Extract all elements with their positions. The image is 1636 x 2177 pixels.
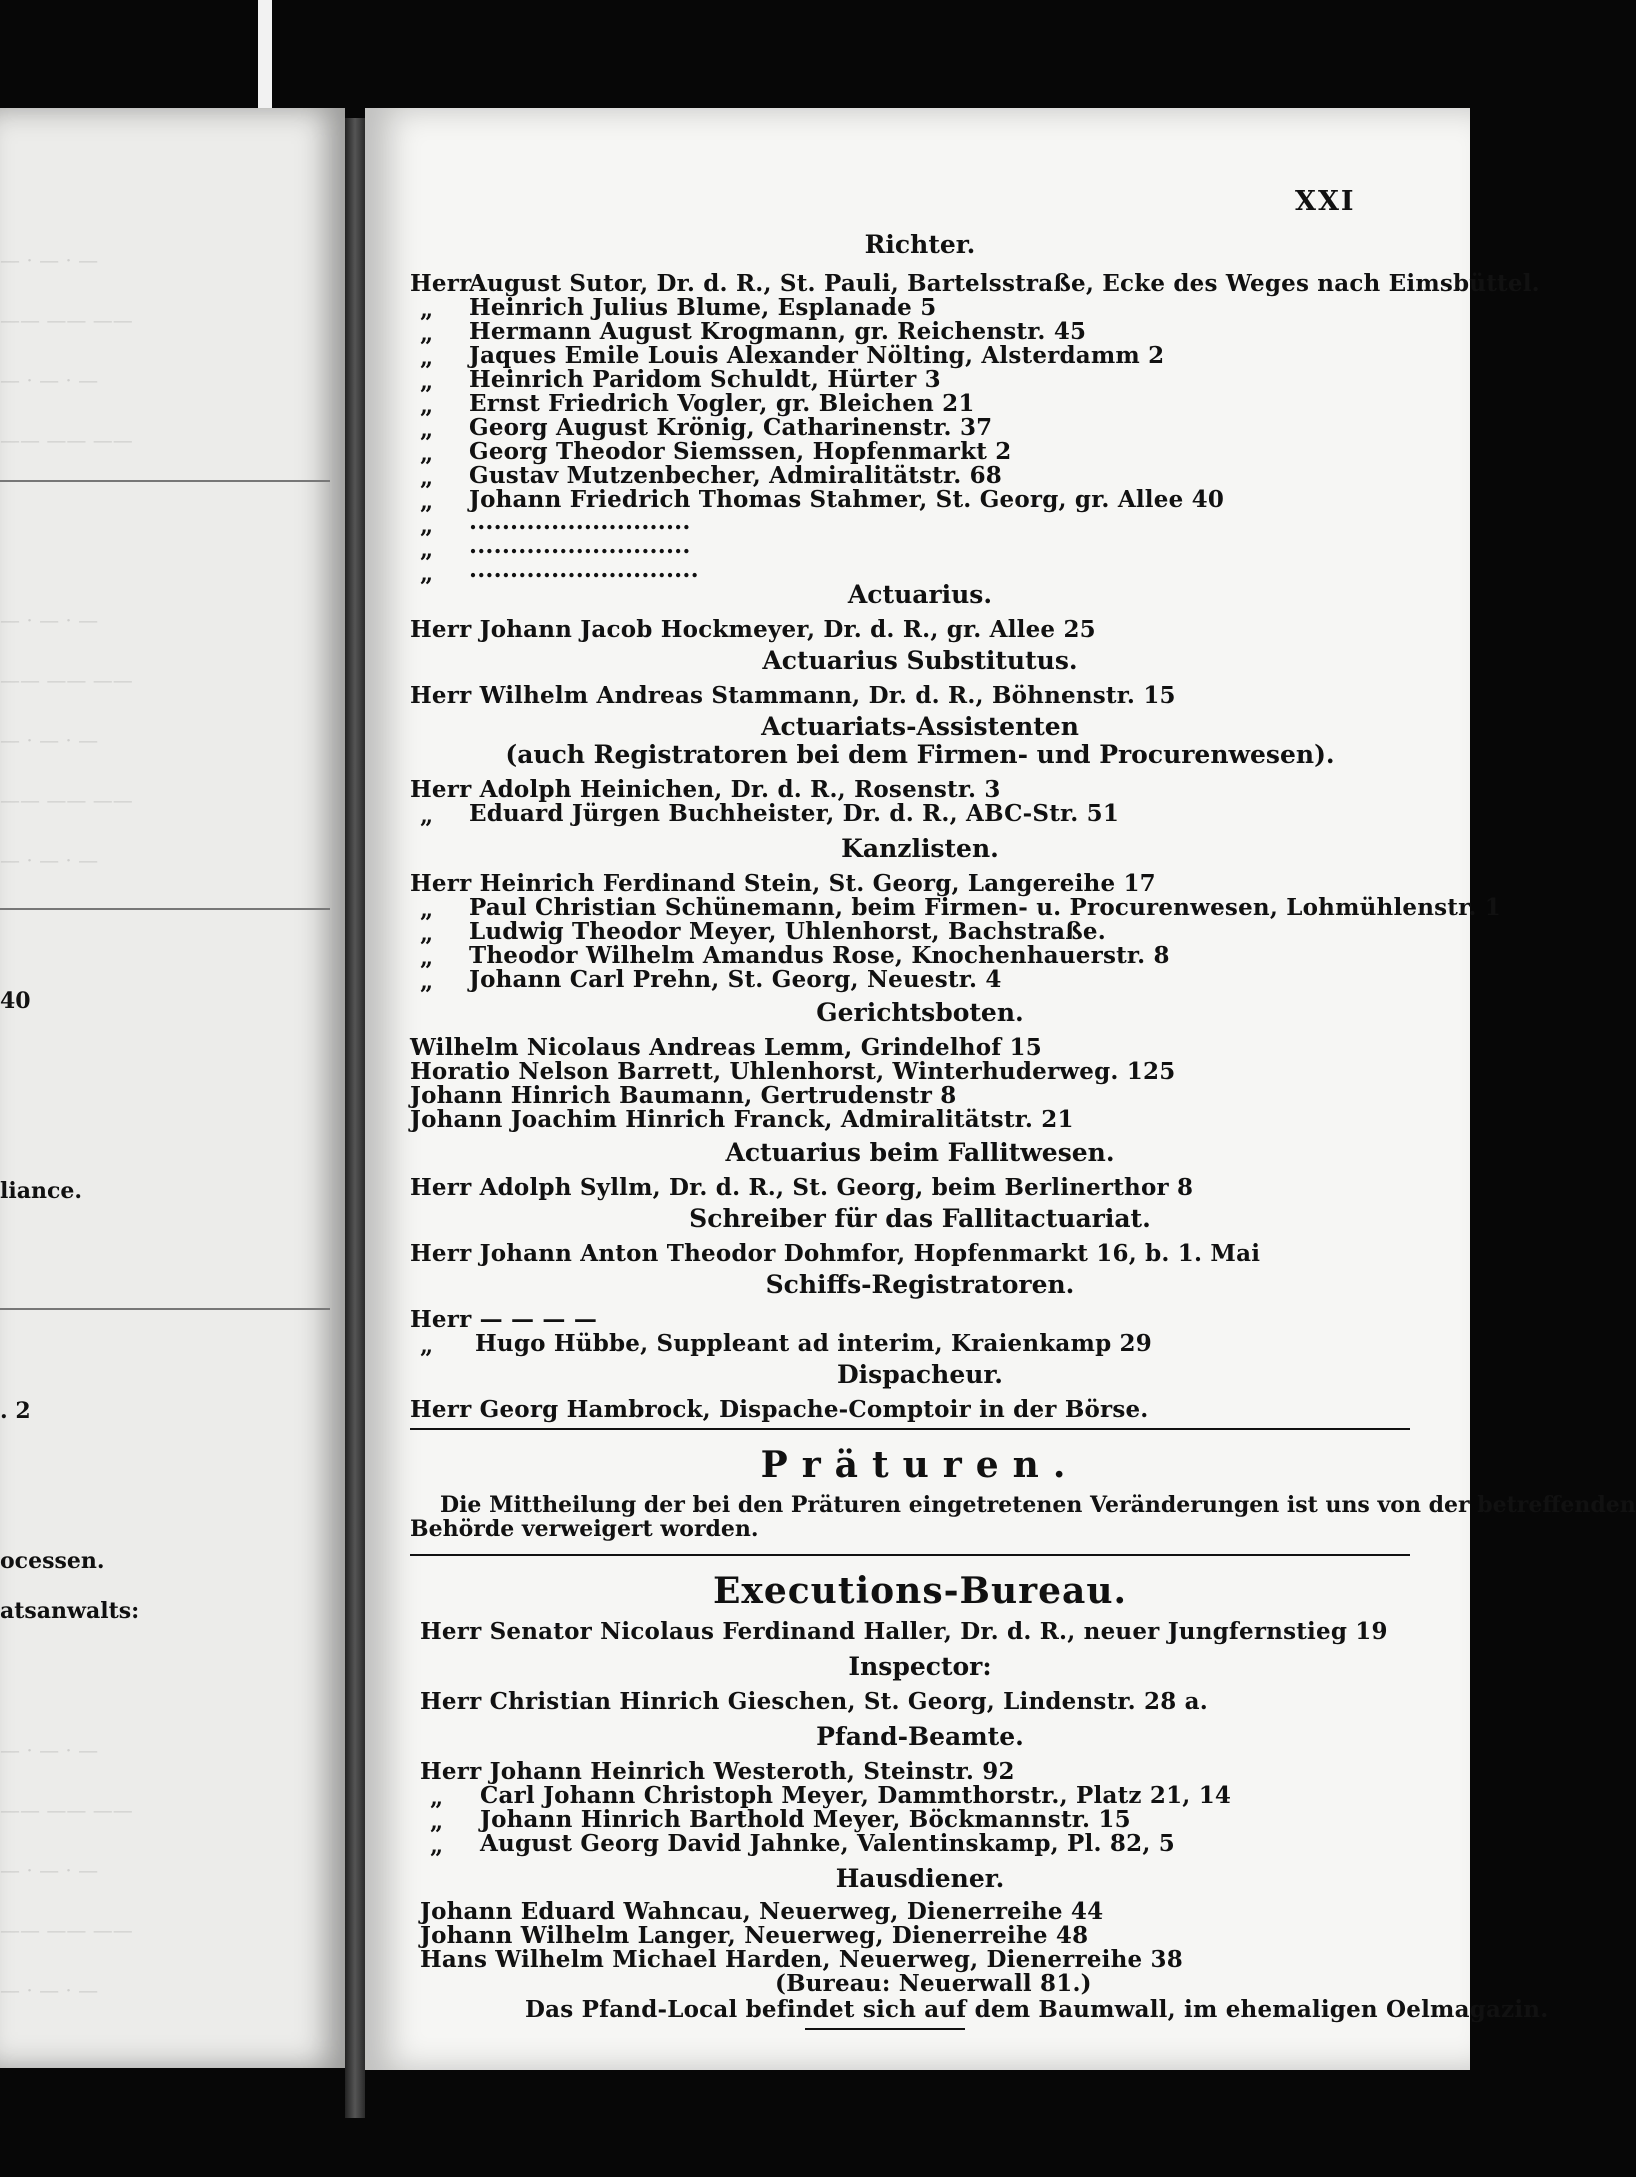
ditto-mark: „ [420, 802, 434, 829]
ditto-mark: „ [420, 920, 434, 947]
left-fragment: liance. [0, 1178, 83, 1204]
ditto-mark: „ [430, 1832, 444, 1859]
hausdiener-entry: Johann Wilhelm Langer, Neuerweg, Dienerreihe 48 [420, 1922, 1089, 1949]
richter-entry: Gustav Mutzenbecher, Admiralitätstr. 68 [469, 462, 1003, 489]
heading-actuarius: Actuarius. [847, 580, 993, 609]
assistent-entry: Herr Adolph Heinichen, Dr. d. R., Rosenstr. 3 [410, 776, 1001, 803]
gerichtsbote-entry: Johann Joachim Hinrich Franck, Admiralitätstr. 21 [410, 1106, 1074, 1133]
ditto-mark: „ [420, 368, 434, 395]
ditto-mark: „ [420, 896, 434, 923]
left-fragment: . 2 [0, 1398, 31, 1424]
ditto-mark: „ [420, 392, 434, 419]
pfand-beamter-entry: August Georg David Jahnke, Valentinskamp, Pl. 82, 5 [480, 1830, 1175, 1857]
heading-actuarius-substitutus: Actuarius Substitutus. [762, 646, 1078, 675]
pfand-local-note: Das Pfand-Local befindet sich auf dem Baumwall, im ehemaligen Oelmagazin. [525, 1996, 1549, 2023]
ditto-mark: „ [420, 560, 434, 587]
ditto-mark: „ [430, 1784, 444, 1811]
heading-actuariats-assistenten: Actuariats-Assistenten [761, 712, 1079, 741]
assistent-entry: Eduard Jürgen Buchheister, Dr. d. R., ABC-Str. 51 [469, 800, 1120, 827]
ditto-mark: „ [420, 968, 434, 995]
heading-inspector: Inspector: [848, 1652, 992, 1681]
actuarius-entry: Herr Johann Jacob Hockmeyer, Dr. d. R., gr. Allee 25 [410, 616, 1096, 643]
richter-entry: August Sutor, Dr. d. R., St. Pauli, Bartelsstraße, Ecke des Weges nach Eimsbüttel. [469, 270, 1540, 297]
gerichtsbote-entry: Johann Hinrich Baumann, Gertrudenstr 8 [410, 1082, 957, 1109]
executions-bureau-entry: Herr Senator Nicolaus Ferdinand Haller, Dr. d. R., neuer Jungfernstieg 19 [420, 1618, 1388, 1645]
hausdiener-entry: Johann Eduard Wahncau, Neuerweg, Dienerreihe 44 [420, 1898, 1104, 1925]
pfand-beamter-entry: Carl Johann Christoph Meyer, Dammthorstr., Platz 21, 14 [480, 1782, 1232, 1809]
inspector-entry: Herr Christian Hinrich Gieschen, St. Georg, Lindenstr. 28 a. [420, 1688, 1208, 1715]
richter-entry: Jaques Emile Louis Alexander Nölting, Alsterdamm 2 [469, 342, 1165, 369]
kanzlist-entry: Paul Christian Schünemann, beim Firmen- u. Procurenwesen, Lohmühlenstr. 1 [469, 894, 1501, 921]
heading-gerichtsboten: Gerichtsboten. [816, 998, 1024, 1027]
richter-entry: Ernst Friedrich Vogler, gr. Bleichen 21 [469, 390, 975, 417]
hausdiener-bureau: (Bureau: Neuerwall 81.) [775, 1970, 1092, 1997]
heading-schreiber-fallitactuariat: Schreiber für das Fallitactuariat. [689, 1204, 1151, 1233]
gerichtsbote-entry: Horatio Nelson Barrett, Uhlenhorst, Winterhuderweg. 125 [410, 1058, 1176, 1085]
ditto-mark: „ [420, 416, 434, 443]
ditto-mark: „ [430, 1808, 444, 1835]
richter-entry: Johann Friedrich Thomas Stahmer, St. Georg, gr. Allee 40 [469, 486, 1225, 513]
ditto-mark: „ [420, 320, 434, 347]
vacant-dots: ........................... [469, 532, 691, 559]
heading-schiffs-registratoren: Schiffs-Registratoren. [765, 1270, 1075, 1299]
ditto-mark: „ [420, 488, 434, 515]
richter-prefix: Herr [410, 270, 472, 297]
pfand-beamter-entry: Johann Hinrich Barthold Meyer, Böckmannstr. 15 [480, 1806, 1131, 1833]
left-page: — · — · — —— —— —— — · — · — —— —— —— — · — · — —— —— —— — · — · — —— —— —— — · — · — 40 liance. . 2 ocessen. atsanwalts: — · — · — —— —— —— — · — · — —— —— —— — · — · — [0, 108, 345, 2068]
left-page-rule [0, 1308, 330, 1310]
schiffs-registrator-entry: Hugo Hübbe, Suppleant ad interim, Kraienkamp 29 [475, 1330, 1152, 1357]
richter-entry: Georg Theodor Siemssen, Hopfenmarkt 2 [469, 438, 1012, 465]
richter-entry: Heinrich Julius Blume, Esplanade 5 [469, 294, 937, 321]
book-gutter [345, 118, 365, 2118]
heading-richter: Richter. [864, 230, 976, 259]
heading-kanzlisten: Kanzlisten. [841, 834, 999, 863]
richter-entry: Heinrich Paridom Schuldt, Hürter 3 [469, 366, 941, 393]
left-fragment: ocessen. [0, 1548, 105, 1574]
actuarius-fallitwesen-entry: Herr Adolph Syllm, Dr. d. R., St. Georg, beim Berlinerthor 8 [410, 1174, 1194, 1201]
ditto-mark: „ [420, 344, 434, 371]
kanzlist-entry: Herr Heinrich Ferdinand Stein, St. Georg, Langereihe 17 [410, 870, 1156, 897]
left-fragment: atsanwalts: [0, 1598, 140, 1624]
schreiber-entry: Herr Johann Anton Theodor Dohmfor, Hopfenmarkt 16, b. 1. Mai [410, 1240, 1261, 1267]
heading-praeturen: Präturen. [760, 1444, 1080, 1486]
page-number: XXI [1295, 186, 1356, 217]
heading-dispacheur: Dispacheur. [837, 1360, 1003, 1389]
praeturen-text-line1: Die Mittheilung der bei den Präturen eingetretenen Veränderungen ist uns von der betreffenden [440, 1492, 1636, 1518]
kanzlist-entry: Ludwig Theodor Meyer, Uhlenhorst, Bachstraße. [469, 918, 1106, 945]
ditto-mark: „ [420, 944, 434, 971]
ditto-mark: „ [420, 464, 434, 491]
hausdiener-entry: Hans Wilhelm Michael Harden, Neuerweg, Dienerreihe 38 [420, 1946, 1183, 1973]
left-page-rule [0, 480, 330, 482]
ditto-mark: „ [420, 536, 434, 563]
heading-actuarius-fallitwesen: Actuarius beim Fallitwesen. [725, 1138, 1115, 1167]
actuarius-substitutus-entry: Herr Wilhelm Andreas Stammann, Dr. d. R., Böhnenstr. 15 [410, 682, 1176, 709]
praeturen-text-line2: Behörde verweigert worden. [410, 1516, 759, 1542]
ditto-mark: „ [420, 440, 434, 467]
heading-hausdiener: Hausdiener. [835, 1864, 1005, 1893]
section-rule [410, 1554, 1410, 1556]
richter-entry: Hermann August Krogmann, gr. Reichenstr. 45 [469, 318, 1087, 345]
ditto-mark: „ [420, 1332, 434, 1359]
kanzlist-entry: Johann Carl Prehn, St. Georg, Neuestr. 4 [469, 966, 1002, 993]
dispacheur-entry: Herr Georg Hambrock, Dispache-Comptoir in der Börse. [410, 1396, 1149, 1423]
kanzlist-entry: Theodor Wilhelm Amandus Rose, Knochenhauerstr. 8 [469, 942, 1170, 969]
left-page-rule [0, 908, 330, 910]
heading-executions-bureau: Executions-Bureau. [712, 1570, 1128, 1612]
section-rule [410, 1428, 1410, 1430]
right-page [365, 108, 1636, 2070]
gerichtsbote-entry: Wilhelm Nicolaus Andreas Lemm, Grindelhof 15 [410, 1034, 1042, 1061]
vacant-dots: ............................ [469, 556, 699, 583]
subheading-actuariats-assistenten: (auch Registratoren bei dem Firmen- und Procurenwesen). [505, 740, 1335, 769]
pfand-beamter-entry: Herr Johann Heinrich Westeroth, Steinstr. 92 [420, 1758, 1015, 1785]
ditto-mark: „ [420, 512, 434, 539]
heading-pfand-beamte: Pfand-Beamte. [816, 1722, 1024, 1751]
ditto-mark: „ [420, 296, 434, 323]
richter-entry: Georg August Krönig, Catharinenstr. 37 [469, 414, 993, 441]
schiffs-registrator-entry: Herr — — — — [410, 1306, 598, 1333]
vacant-dots: ........................... [469, 508, 691, 535]
left-fragment: 40 [0, 988, 31, 1014]
closing-rule [805, 2028, 965, 2030]
